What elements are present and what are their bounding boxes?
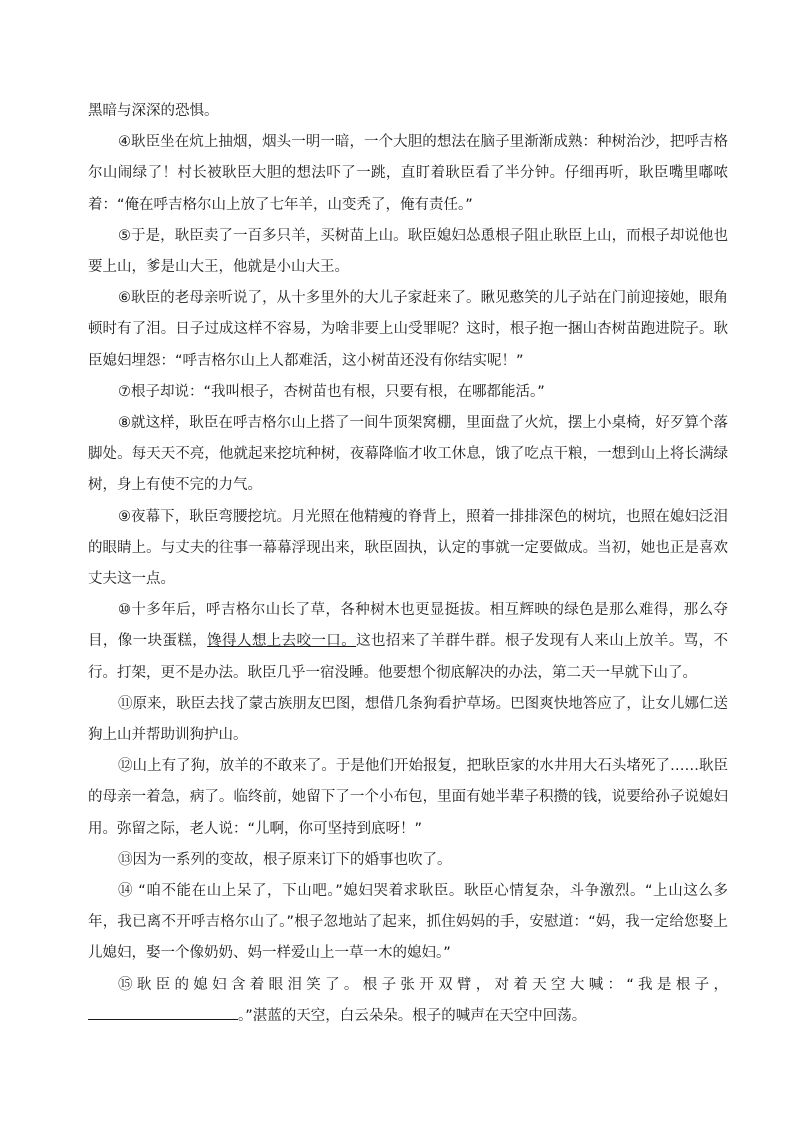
paragraph-11: ⑪原来，耿臣去找了蒙古族朋友巴图，想借几条狗看护草场。巴图爽快地答应了，让女儿娜仁送狗上山并帮助训狗护山。 <box>88 695 728 744</box>
paragraph-13: ⑬因为一系列的变故，根子原来订下的婚事也吹了。 <box>118 851 452 868</box>
paragraph-4: ④耿臣坐在炕上抽烟，烟头一明一暗，一个大胆的想法在脑子里渐渐成熟：种树治沙，把呼吉格尔山闹绿了！村长被耿臣大胆的想法吓了一跳，直盯着耿臣看了半分钟。仔细再听，耿臣嘴里嘟哝着：“俺在呼吉格尔山上放了七年羊，山变秃了，俺有责任。” <box>88 134 728 213</box>
paragraph-6: ⑥耿臣的老母亲听说了，从十多里外的大儿子家赶来了。瞅见憨笑的儿子站在门前迎接她，眼角顿时有了泪。日子过成这样不容易，为啥非要上山受罪呢？这时，根子抱一捆山杏树苗跑进院子。耿臣媳妇埋怨：“呼吉格尔山上人都难活，这小树苗还没有你结实呢！” <box>88 290 728 369</box>
paragraph-10 <box>88 595 728 689</box>
paragraph-9: ⑨夜幕下，耿臣弯腰挖坑。月光照在他精瘦的脊背上，照着一排排深色的树坑，也照在媳妇泛泪的眼睛上。与丈夫的往事一幕幕浮现出来，耿臣固执，认定的事就一定要做成。当初，她也正是喜欢丈夫这一点。 <box>88 508 728 588</box>
paragraph-7: ⑦根子却说：“我叫根子，杏树苗也有根，只要有根，在哪都能活。” <box>118 383 545 400</box>
paragraph-10-part-b: 这也招来了羊群牛群。根子发现有人来山上放羊。骂，不行。打架，更不是办法。耿臣几乎一宿没睡。他要想个彻底解决的办法，第二天一早就下山了。 <box>88 633 729 681</box>
paragraph-15-part-b: 。”湛蓝的天空，白云朵朵。根子的喊声在天空中回荡。 <box>238 1007 587 1024</box>
paragraph-15 <box>88 970 728 1032</box>
paragraph-10-part-a: ⑩十多年后，呼吉格尔山长了草，各种树木也更显挺拔。相互辉映的绿色是那么难得，那么夺目，像一块蛋糕， <box>88 602 728 650</box>
paragraph-0: 黑暗与深深的恐惧。 <box>88 103 219 119</box>
paragraph-12: ⑫山上有了狗，放羊的不敢来了。于是他们开始报复，把耿臣家的水井用大石头堵死了……耿臣的母亲一着急，病了。临终前，她留下了一个小布包，里面有她半辈子积攒的钱，说要给孙子说媳妇用。弥留之际，老人说：“儿啊，你可坚持到底呀！” <box>88 758 728 837</box>
paragraph-15-part-a: ⑮耿臣的媳妇含着眼泪笑了。根子张开双臂，对着天空大喊：“我是根子， <box>118 976 728 993</box>
article-body <box>88 96 728 1032</box>
paragraph-5: ⑤于是，耿臣卖了一百多只羊，买树苗上山。耿臣媳妇怂恿根子阻止耿臣上山，而根子却说他也要上山，爹是山大王，他就是小山大王。 <box>88 227 728 276</box>
paragraph-8: ⑧就这样，耿臣在呼吉格尔山上搭了一间牛顶架窝棚，里面盘了火炕，摆上小桌椅，好歹算个落脚处。每天天不亮，他就起来挖坑种树，夜幕降临才收工休息，饿了吃点干粮，一想到山上将长满绿树，身上有使不完的力气。 <box>88 415 728 494</box>
fill-in-blank[interactable] <box>88 1003 238 1020</box>
paragraph-14: ⑭ “咱不能在山上呆了，下山吧。”媳妇哭着求耿臣。耿臣心情复杂，斗争激烈。“上山这么多年，我已离不开呼吉格尔山了。”根子忽地站了起来，抓住妈妈的手，安慰道：“妈，我一定给您娶上儿媳妇，娶一个像奶奶、妈一样爱山上一草一木的媳妇。” <box>88 883 728 962</box>
underlined-sentence: 馋得人想上去咬一口。 <box>207 633 357 650</box>
